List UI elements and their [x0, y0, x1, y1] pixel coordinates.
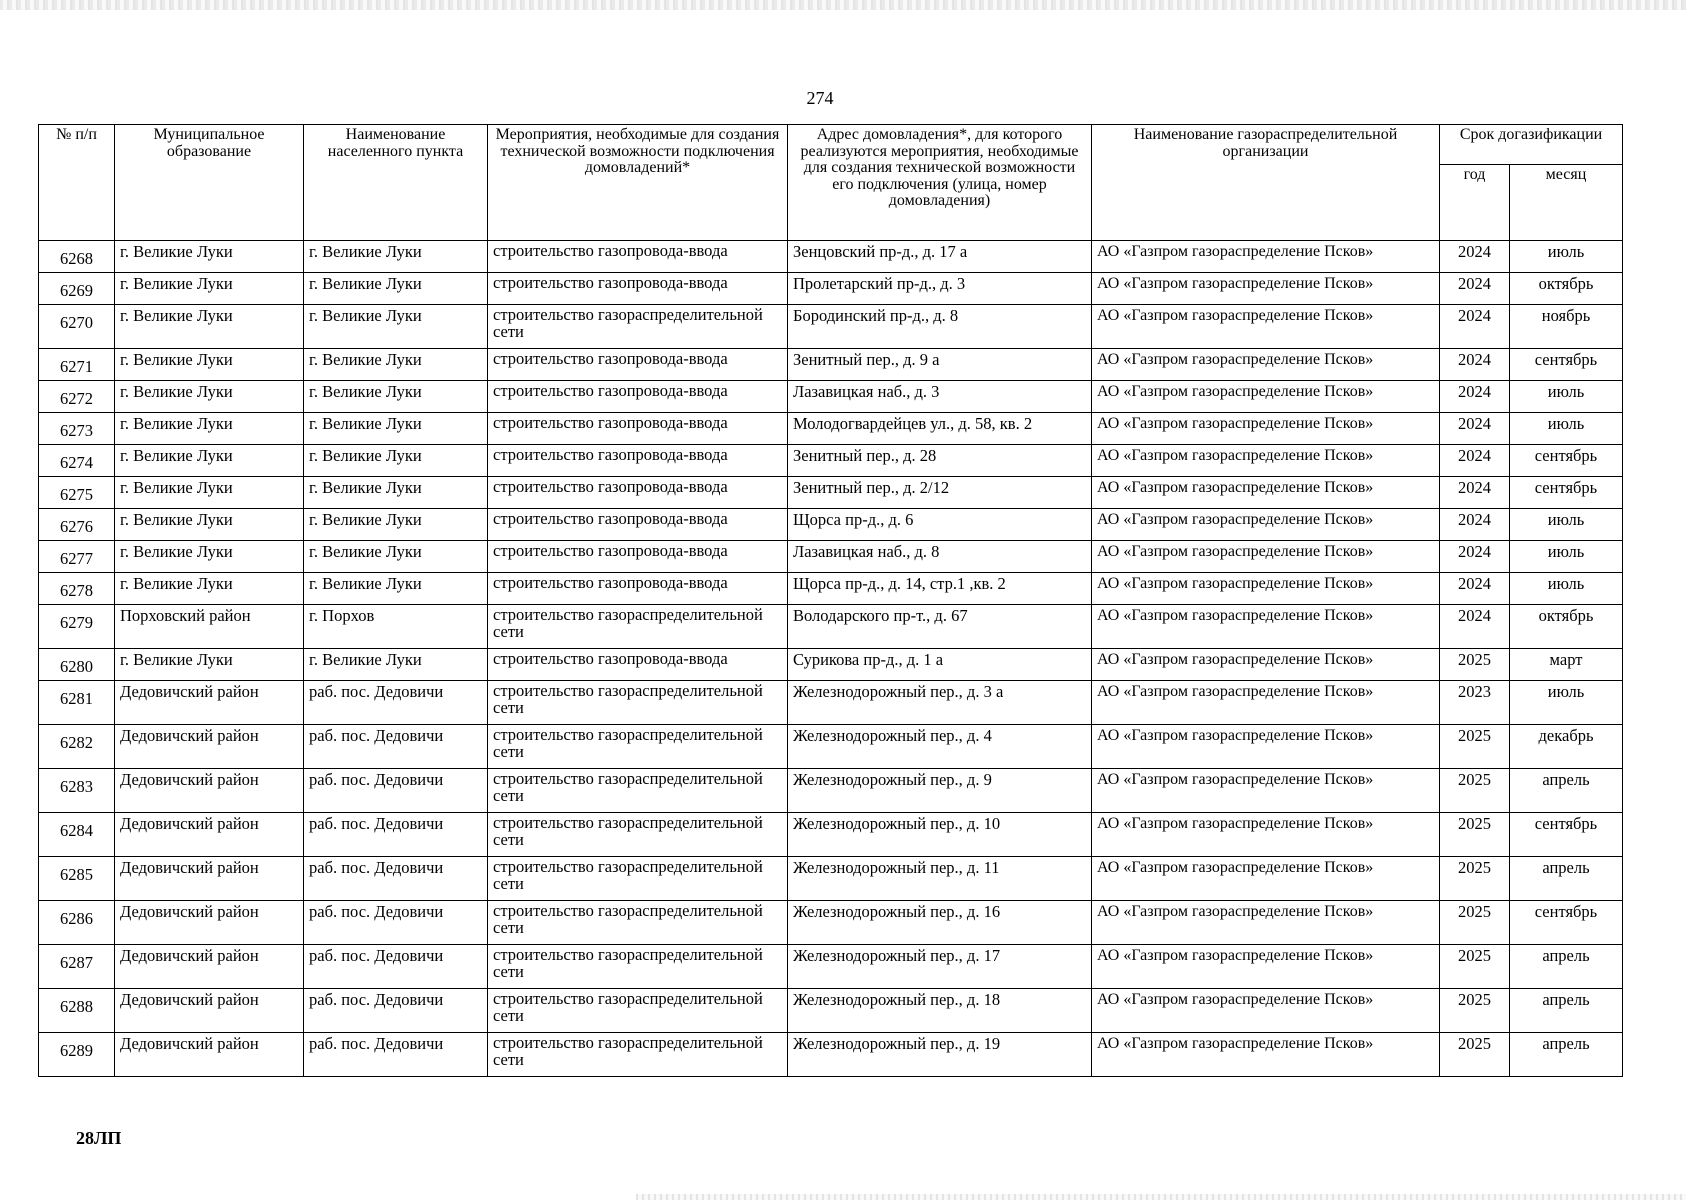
cell-settlement: раб. пос. Дедовичи	[304, 901, 488, 945]
cell-num: 6285	[39, 857, 115, 901]
cell-activity: строительство газораспределительной сети	[488, 1033, 788, 1077]
table-body	[39, 241, 1623, 1077]
cell-organization: АО «Газпром газораспределение Псков»	[1092, 989, 1440, 1033]
table-row	[39, 273, 1623, 305]
cell-organization: АО «Газпром газораспределение Псков»	[1092, 725, 1440, 769]
table-row	[39, 945, 1623, 989]
cell-settlement: г. Порхов	[304, 605, 488, 649]
cell-organization: АО «Газпром газораспределение Псков»	[1092, 445, 1440, 477]
cell-num: 6272	[39, 381, 115, 413]
cell-organization: АО «Газпром газораспределение Псков»	[1092, 305, 1440, 349]
cell-year: 2025	[1440, 769, 1510, 813]
cell-month: сентябрь	[1510, 813, 1623, 857]
cell-activity: строительство газораспределительной сети	[488, 989, 788, 1033]
cell-num: 6289	[39, 1033, 115, 1077]
cell-address: Железнодорожный пер., д. 17	[788, 945, 1092, 989]
table-row	[39, 901, 1623, 945]
cell-address: Молодогвардейцев ул., д. 58, кв. 2	[788, 413, 1092, 445]
cell-num: 6278	[39, 573, 115, 605]
table-row	[39, 857, 1623, 901]
cell-municipality: Порховский район	[115, 605, 304, 649]
cell-settlement: г. Великие Луки	[304, 381, 488, 413]
cell-organization: АО «Газпром газораспределение Псков»	[1092, 605, 1440, 649]
cell-organization: АО «Газпром газораспределение Псков»	[1092, 945, 1440, 989]
cell-settlement: г. Великие Луки	[304, 413, 488, 445]
cell-settlement: г. Великие Луки	[304, 477, 488, 509]
header-address: Адрес домовладения*, для которого реализуются мероприятия, необходимые для создания технической возможности его подключения (улица, номер домовладения)	[788, 125, 1092, 241]
cell-num: 6273	[39, 413, 115, 445]
cell-address: Железнодорожный пер., д. 10	[788, 813, 1092, 857]
cell-num: 6268	[39, 241, 115, 273]
cell-num: 6288	[39, 989, 115, 1033]
table-row	[39, 725, 1623, 769]
table-row	[39, 349, 1623, 381]
cell-settlement: раб. пос. Дедовичи	[304, 1033, 488, 1077]
cell-settlement: раб. пос. Дедовичи	[304, 725, 488, 769]
table-row	[39, 445, 1623, 477]
header-activities: Мероприятия, необходимые для создания технической возможности подключения домовладений*	[488, 125, 788, 241]
cell-activity: строительство газопровода-ввода	[488, 445, 788, 477]
cell-activity: строительство газопровода-ввода	[488, 381, 788, 413]
cell-num: 6274	[39, 445, 115, 477]
cell-year: 2024	[1440, 381, 1510, 413]
cell-address: Лазавицкая наб., д. 3	[788, 381, 1092, 413]
cell-municipality: Дедовичский район	[115, 857, 304, 901]
cell-settlement: г. Великие Луки	[304, 509, 488, 541]
cell-settlement: раб. пос. Дедовичи	[304, 945, 488, 989]
cell-activity: строительство газораспределительной сети	[488, 725, 788, 769]
cell-municipality: г. Великие Луки	[115, 477, 304, 509]
table-row	[39, 989, 1623, 1033]
cell-settlement: г. Великие Луки	[304, 573, 488, 605]
cell-settlement: г. Великие Луки	[304, 445, 488, 477]
table-row	[39, 573, 1623, 605]
cell-year: 2025	[1440, 1033, 1510, 1077]
header-municipality: Муниципальное образование	[115, 125, 304, 241]
cell-organization: АО «Газпром газораспределение Псков»	[1092, 273, 1440, 305]
cell-organization: АО «Газпром газораспределение Псков»	[1092, 381, 1440, 413]
cell-month: июль	[1510, 573, 1623, 605]
cell-year: 2024	[1440, 509, 1510, 541]
cell-settlement: раб. пос. Дедовичи	[304, 681, 488, 725]
cell-month: апрель	[1510, 989, 1623, 1033]
cell-activity: строительство газораспределительной сети	[488, 901, 788, 945]
cell-activity: строительство газопровода-ввода	[488, 241, 788, 273]
gasification-table	[38, 124, 1623, 1077]
cell-month: июль	[1510, 681, 1623, 725]
cell-organization: АО «Газпром газораспределение Псков»	[1092, 681, 1440, 725]
cell-year: 2024	[1440, 241, 1510, 273]
cell-activity: строительство газораспределительной сети	[488, 605, 788, 649]
cell-address: Зенитный пер., д. 2/12	[788, 477, 1092, 509]
cell-year: 2025	[1440, 989, 1510, 1033]
cell-municipality: г. Великие Луки	[115, 381, 304, 413]
cell-organization: АО «Газпром газораспределение Псков»	[1092, 769, 1440, 813]
cell-settlement: г. Великие Луки	[304, 541, 488, 573]
cell-month: апрель	[1510, 1033, 1623, 1077]
cell-municipality: г. Великие Луки	[115, 509, 304, 541]
cell-year: 2025	[1440, 901, 1510, 945]
cell-settlement: г. Великие Луки	[304, 273, 488, 305]
table-row	[39, 649, 1623, 681]
cell-address: Лазавицкая наб., д. 8	[788, 541, 1092, 573]
cell-address: Сурикова пр-д., д. 1 а	[788, 649, 1092, 681]
cell-num: 6280	[39, 649, 115, 681]
page-number: 274	[806, 88, 834, 108]
cell-activity: строительство газораспределительной сети	[488, 813, 788, 857]
cell-num: 6282	[39, 725, 115, 769]
cell-address: Зенитный пер., д. 9 а	[788, 349, 1092, 381]
table-row	[39, 681, 1623, 725]
table-row	[39, 813, 1623, 857]
cell-num: 6275	[39, 477, 115, 509]
cell-organization: АО «Газпром газораспределение Псков»	[1092, 413, 1440, 445]
cell-year: 2024	[1440, 349, 1510, 381]
cell-organization: АО «Газпром газораспределение Псков»	[1092, 901, 1440, 945]
cell-municipality: г. Великие Луки	[115, 241, 304, 273]
header-year: год	[1440, 165, 1510, 241]
cell-address: Щорса пр-д., д. 6	[788, 509, 1092, 541]
cell-organization: АО «Газпром газораспределение Псков»	[1092, 649, 1440, 681]
cell-address: Зенцовский пр-д., д. 17 а	[788, 241, 1092, 273]
cell-organization: АО «Газпром газораспределение Псков»	[1092, 573, 1440, 605]
cell-settlement: раб. пос. Дедовичи	[304, 769, 488, 813]
header-deadline: Срок догазификации	[1440, 125, 1623, 165]
cell-activity: строительство газопровода-ввода	[488, 573, 788, 605]
cell-month: июль	[1510, 509, 1623, 541]
cell-activity: строительство газораспределительной сети	[488, 305, 788, 349]
cell-activity: строительство газопровода-ввода	[488, 273, 788, 305]
cell-month: сентябрь	[1510, 477, 1623, 509]
cell-month: июль	[1510, 241, 1623, 273]
cell-address: Железнодорожный пер., д. 9	[788, 769, 1092, 813]
cell-num: 6270	[39, 305, 115, 349]
table-row	[39, 769, 1623, 813]
cell-year: 2024	[1440, 573, 1510, 605]
table-row	[39, 1033, 1623, 1077]
cell-num: 6287	[39, 945, 115, 989]
cell-month: апрель	[1510, 769, 1623, 813]
cell-address: Железнодорожный пер., д. 3 а	[788, 681, 1092, 725]
cell-month: декабрь	[1510, 725, 1623, 769]
cell-activity: строительство газораспределительной сети	[488, 681, 788, 725]
table-row	[39, 477, 1623, 509]
cell-month: сентябрь	[1510, 445, 1623, 477]
cell-num: 6276	[39, 509, 115, 541]
cell-address: Железнодорожный пер., д. 19	[788, 1033, 1092, 1077]
cell-month: апрель	[1510, 857, 1623, 901]
cell-municipality: Дедовичский район	[115, 989, 304, 1033]
cell-activity: строительство газопровода-ввода	[488, 509, 788, 541]
cell-month: сентябрь	[1510, 349, 1623, 381]
cell-month: сентябрь	[1510, 901, 1623, 945]
cell-address: Пролетарский пр-д., д. 3	[788, 273, 1092, 305]
cell-organization: АО «Газпром газораспределение Псков»	[1092, 1033, 1440, 1077]
cell-month: октябрь	[1510, 273, 1623, 305]
cell-year: 2024	[1440, 305, 1510, 349]
cell-municipality: г. Великие Луки	[115, 573, 304, 605]
cell-municipality: г. Великие Луки	[115, 445, 304, 477]
cell-municipality: г. Великие Луки	[115, 305, 304, 349]
cell-year: 2024	[1440, 445, 1510, 477]
cell-municipality: Дедовичский район	[115, 813, 304, 857]
cell-municipality: г. Великие Луки	[115, 413, 304, 445]
cell-organization: АО «Газпром газораспределение Псков»	[1092, 477, 1440, 509]
cell-num: 6269	[39, 273, 115, 305]
footer-code: 28ЛП	[76, 1128, 122, 1148]
cell-organization: АО «Газпром газораспределение Псков»	[1092, 541, 1440, 573]
cell-month: март	[1510, 649, 1623, 681]
cell-municipality: г. Великие Луки	[115, 649, 304, 681]
cell-activity: строительство газораспределительной сети	[488, 857, 788, 901]
header-settlement: Наименование населенного пункта	[304, 125, 488, 241]
cell-num: 6283	[39, 769, 115, 813]
cell-year: 2024	[1440, 605, 1510, 649]
cell-activity: строительство газопровода-ввода	[488, 477, 788, 509]
cell-activity: строительство газораспределительной сети	[488, 769, 788, 813]
table-row	[39, 305, 1623, 349]
table-row	[39, 413, 1623, 445]
cell-month: июль	[1510, 541, 1623, 573]
cell-activity: строительство газораспределительной сети	[488, 945, 788, 989]
header-num: № п/п	[39, 125, 115, 241]
cell-month: октябрь	[1510, 605, 1623, 649]
cell-year: 2023	[1440, 681, 1510, 725]
cell-address: Володарского пр-т., д. 67	[788, 605, 1092, 649]
cell-municipality: г. Великие Луки	[115, 273, 304, 305]
cell-municipality: Дедовичский район	[115, 725, 304, 769]
cell-year: 2025	[1440, 857, 1510, 901]
cell-settlement: г. Великие Луки	[304, 305, 488, 349]
cell-num: 6279	[39, 605, 115, 649]
cell-num: 6271	[39, 349, 115, 381]
cell-month: июль	[1510, 381, 1623, 413]
scan-edge-top	[0, 0, 1686, 10]
cell-num: 6286	[39, 901, 115, 945]
cell-organization: АО «Газпром газораспределение Псков»	[1092, 241, 1440, 273]
cell-settlement: г. Великие Луки	[304, 241, 488, 273]
cell-activity: строительство газопровода-ввода	[488, 349, 788, 381]
cell-year: 2024	[1440, 273, 1510, 305]
table-row	[39, 605, 1623, 649]
cell-num: 6281	[39, 681, 115, 725]
table-row	[39, 381, 1623, 413]
cell-month: ноябрь	[1510, 305, 1623, 349]
cell-settlement: г. Великие Луки	[304, 349, 488, 381]
cell-address: Железнодорожный пер., д. 4	[788, 725, 1092, 769]
table-row	[39, 509, 1623, 541]
cell-municipality: Дедовичский район	[115, 769, 304, 813]
cell-year: 2025	[1440, 725, 1510, 769]
cell-settlement: раб. пос. Дедовичи	[304, 813, 488, 857]
header-organization: Наименование газораспределительной организации	[1092, 125, 1440, 241]
cell-municipality: г. Великие Луки	[115, 541, 304, 573]
cell-municipality: Дедовичский район	[115, 901, 304, 945]
cell-municipality: Дедовичский район	[115, 1033, 304, 1077]
cell-address: Бородинский пр-д., д. 8	[788, 305, 1092, 349]
cell-month: апрель	[1510, 945, 1623, 989]
cell-municipality: Дедовичский район	[115, 945, 304, 989]
cell-address: Железнодорожный пер., д. 18	[788, 989, 1092, 1033]
cell-activity: строительство газопровода-ввода	[488, 541, 788, 573]
cell-month: июль	[1510, 413, 1623, 445]
cell-address: Железнодорожный пер., д. 11	[788, 857, 1092, 901]
cell-address: Зенитный пер., д. 28	[788, 445, 1092, 477]
scan-edge-bottom	[636, 1194, 1686, 1200]
cell-year: 2024	[1440, 541, 1510, 573]
table-row	[39, 241, 1623, 273]
cell-year: 2024	[1440, 477, 1510, 509]
cell-organization: АО «Газпром газораспределение Псков»	[1092, 349, 1440, 381]
cell-settlement: раб. пос. Дедовичи	[304, 989, 488, 1033]
cell-address: Щорса пр-д., д. 14, стр.1 ,кв. 2	[788, 573, 1092, 605]
cell-municipality: г. Великие Луки	[115, 349, 304, 381]
cell-municipality: Дедовичский район	[115, 681, 304, 725]
table-row	[39, 541, 1623, 573]
cell-organization: АО «Газпром газораспределение Псков»	[1092, 509, 1440, 541]
cell-activity: строительство газопровода-ввода	[488, 649, 788, 681]
cell-organization: АО «Газпром газораспределение Псков»	[1092, 813, 1440, 857]
cell-address: Железнодорожный пер., д. 16	[788, 901, 1092, 945]
cell-year: 2025	[1440, 813, 1510, 857]
cell-year: 2024	[1440, 413, 1510, 445]
cell-num: 6284	[39, 813, 115, 857]
cell-organization: АО «Газпром газораспределение Псков»	[1092, 857, 1440, 901]
cell-num: 6277	[39, 541, 115, 573]
header-month: месяц	[1510, 165, 1623, 241]
cell-year: 2025	[1440, 649, 1510, 681]
cell-year: 2025	[1440, 945, 1510, 989]
cell-settlement: г. Великие Луки	[304, 649, 488, 681]
cell-activity: строительство газопровода-ввода	[488, 413, 788, 445]
cell-settlement: раб. пос. Дедовичи	[304, 857, 488, 901]
